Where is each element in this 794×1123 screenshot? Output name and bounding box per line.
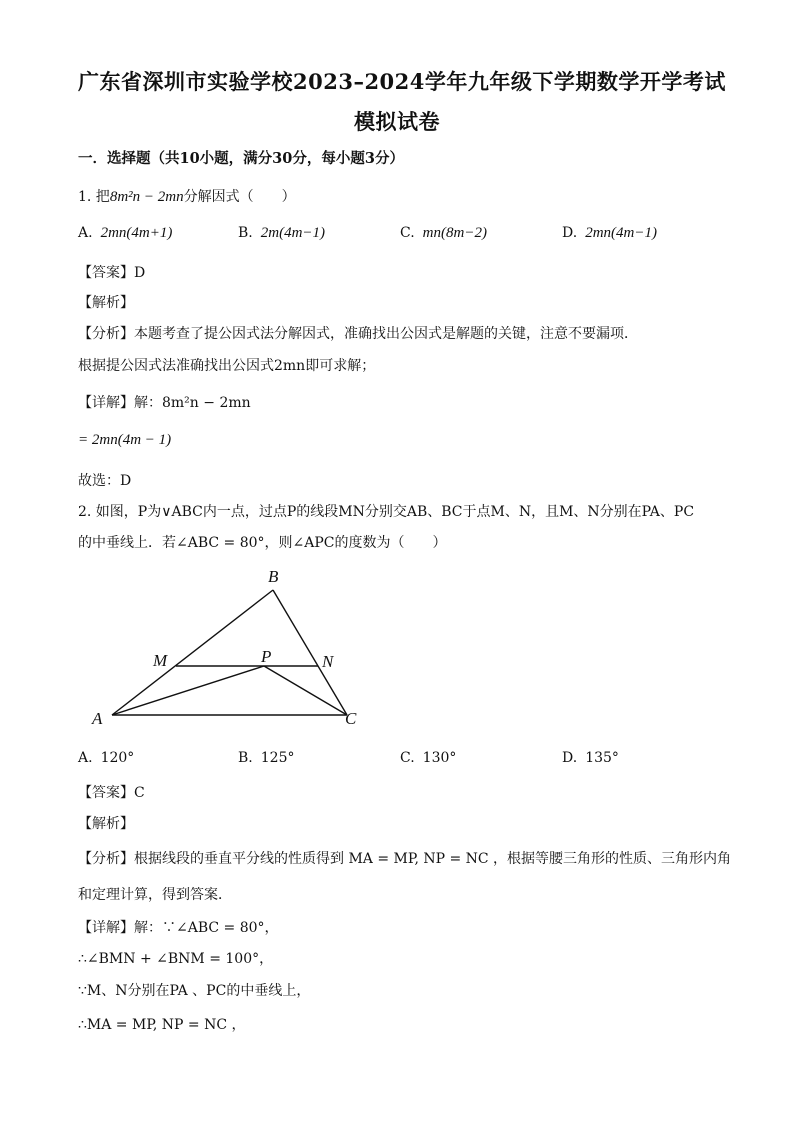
q1-fenxi bbox=[78, 323, 638, 343]
segment-ab bbox=[112, 590, 273, 715]
q1-stem bbox=[78, 186, 296, 206]
q1-option-c bbox=[400, 225, 487, 242]
option-text: 2mn(4m+1) bbox=[100, 225, 173, 241]
q2-fenxi-line2: 和定理计算，得到答案． bbox=[78, 887, 232, 903]
option-letter: D. bbox=[562, 750, 578, 766]
option-text: 2m(4m−1) bbox=[260, 225, 326, 241]
q2-detail bbox=[78, 917, 279, 937]
q2-option-a bbox=[78, 750, 134, 766]
q1-option-a bbox=[78, 225, 172, 242]
fenxi-text: 根据线段的垂直平分线的性质得到 MA = MP, NP = NC ，根据等腰三角形的性质、三角形内角 bbox=[134, 851, 732, 867]
q2-step1: ∴∠BMN + ∠BNM = 100°， bbox=[78, 951, 274, 967]
option-text: mn(8m−2) bbox=[422, 225, 487, 241]
exam-title-line2: 模拟试卷 bbox=[354, 109, 440, 134]
option-text: 120° bbox=[100, 750, 135, 766]
q1-detail bbox=[78, 392, 251, 412]
option-letter: A. bbox=[78, 225, 93, 241]
detail-label: 【详解】 bbox=[78, 395, 134, 411]
q1-option-b bbox=[238, 225, 325, 242]
q1-analysis-line2: 根据提公因式法准确找出公因式2mn即可求解； bbox=[78, 358, 376, 374]
answer-label: 【答案】 bbox=[78, 265, 134, 281]
fenxi-text: 本题考查了提公因式法分解因式，准确找出公因式是解题的关键，注意不要漏项． bbox=[134, 326, 638, 342]
option-text: 135° bbox=[585, 750, 619, 766]
q2-option-b bbox=[238, 750, 294, 766]
answer-value: D bbox=[134, 265, 146, 281]
q2-analysis-label: 【解析】 bbox=[78, 816, 134, 832]
label-n: N bbox=[322, 652, 334, 671]
q2-answer bbox=[78, 782, 145, 802]
label-m: M bbox=[153, 651, 168, 670]
detail-text: 解：∵∠ABC = 80°， bbox=[134, 920, 279, 936]
option-letter: B. bbox=[238, 750, 253, 766]
label-c: C bbox=[345, 709, 357, 728]
q1-choice: 故选：D bbox=[78, 473, 132, 489]
q1-step1: = 2mn(4m − 1) bbox=[78, 432, 172, 448]
label-a: A bbox=[92, 709, 103, 728]
triangle-figure bbox=[85, 562, 375, 734]
detail-text: 解：8m²n − 2mn bbox=[134, 395, 251, 411]
option-text: 130° bbox=[422, 750, 457, 766]
label-b: B bbox=[268, 567, 279, 586]
section-header: 一．选择题（共10小题，满分30分，每小题3分） bbox=[78, 150, 404, 167]
option-letter: D. bbox=[562, 225, 578, 241]
option-text: 125° bbox=[260, 750, 295, 766]
option-letter: C. bbox=[400, 750, 415, 766]
q1-answer bbox=[78, 262, 145, 282]
q2-option-c bbox=[400, 750, 456, 766]
q1-stem-suffix: 分解因式（ ） bbox=[183, 189, 296, 205]
q1-stem-prefix: 1. 把 bbox=[78, 189, 110, 205]
segment-pc bbox=[264, 666, 347, 715]
option-letter: B. bbox=[238, 225, 253, 241]
q2-stem-line1: 2. 如图，P为∨ABC内一点，过点P的线段MN分别交AB、BC于点M、N，且M、N分别在PA、PC bbox=[78, 504, 695, 520]
q1-analysis-label: 【解析】 bbox=[78, 295, 134, 311]
label-p: P bbox=[261, 647, 272, 666]
option-letter: A. bbox=[78, 750, 93, 766]
option-text: 2mn(4m−1) bbox=[585, 225, 657, 241]
fenxi-label: 【分析】 bbox=[78, 851, 134, 867]
fenxi-label: 【分析】 bbox=[78, 326, 134, 342]
detail-label: 【详解】 bbox=[78, 920, 134, 936]
q1-option-d bbox=[562, 225, 657, 242]
q2-fenxi bbox=[78, 848, 731, 868]
q2-option-d bbox=[562, 750, 619, 766]
q2-step3: ∴MA = MP, NP = NC ， bbox=[78, 1017, 246, 1033]
q1-stem-expression: 8m²n − 2mn bbox=[109, 189, 184, 205]
q2-stem-line2: 的中垂线上．若∠ABC = 80°，则∠APC的度数为（ ） bbox=[78, 535, 447, 551]
option-letter: C. bbox=[400, 225, 415, 241]
segment-ap bbox=[112, 666, 264, 715]
exam-title-line1: 广东省深圳市实验学校2023–2024学年九年级下学期数学开学考试 bbox=[78, 69, 726, 94]
answer-value: C bbox=[134, 785, 145, 801]
segment-bc bbox=[273, 590, 347, 715]
answer-label: 【答案】 bbox=[78, 785, 134, 801]
q2-step2: ∵M、N分别在PA 、PC的中垂线上， bbox=[78, 983, 311, 999]
